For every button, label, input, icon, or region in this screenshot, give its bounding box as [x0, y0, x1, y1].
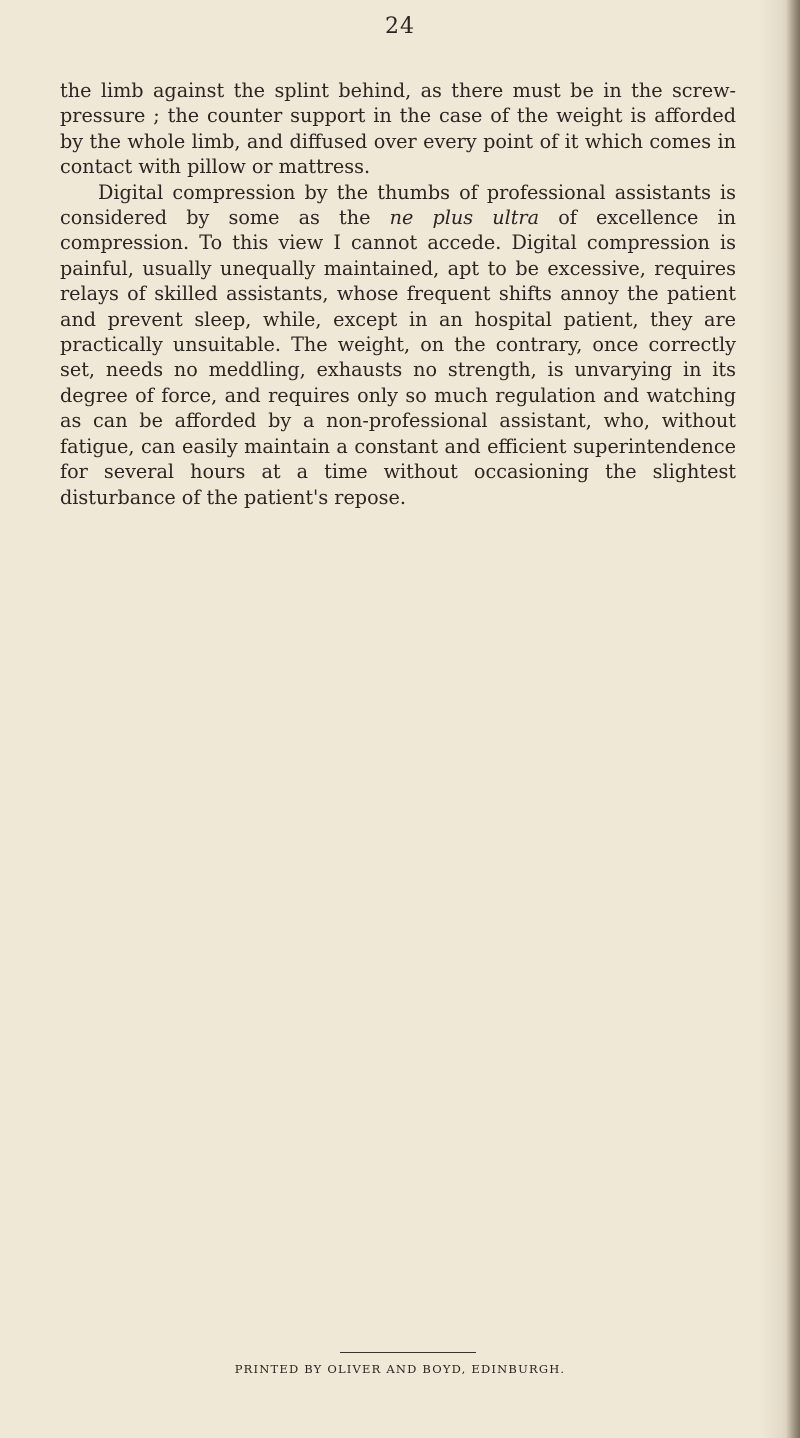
paragraph-2-part-1: Digital compression by the thumbs of professional assistants is considered by some as the: [60, 180, 736, 230]
page-number: 24: [385, 14, 415, 39]
printer-imprint: PRINTED BY OLIVER AND BOYD, EDINBURGH.: [234, 1362, 566, 1376]
body-text: [60, 78, 736, 510]
paragraph-2: [60, 180, 736, 510]
latin-phrase: ne plus ultra: [389, 206, 540, 230]
footer-rule: [340, 1352, 476, 1353]
paragraph-2-part-2: of excellence in compression. To this view I cannot accede. Digital compression is painful, usually unequally maintained, apt to be excessive, requires relays of skilled assistants, whose frequent shifts annoy the patient and prevent sleep, while, except in an hospital patient, they are practically unsuitable. The weight, on the contrary, once correctly set, needs no meddling, exhausts no strength, is unvarying in its degree of force, and requires only so much regulation and watching as can be afforded by a non-professional assistant, who, without fatigue, can easily maintain a constant and efficient superintendence for several hours at a time without occasioning the slightest disturbance of the patient's repose.: [60, 206, 736, 509]
paragraph-1: the limb against the splint behind, as there must be in the screw-pressure ; the counter support in the case of the weight is afforded by the whole limb, and diffused over every point of it which comes in contact with pillow or mattress.: [60, 79, 736, 179]
page-edge-shadow: [786, 0, 800, 1438]
